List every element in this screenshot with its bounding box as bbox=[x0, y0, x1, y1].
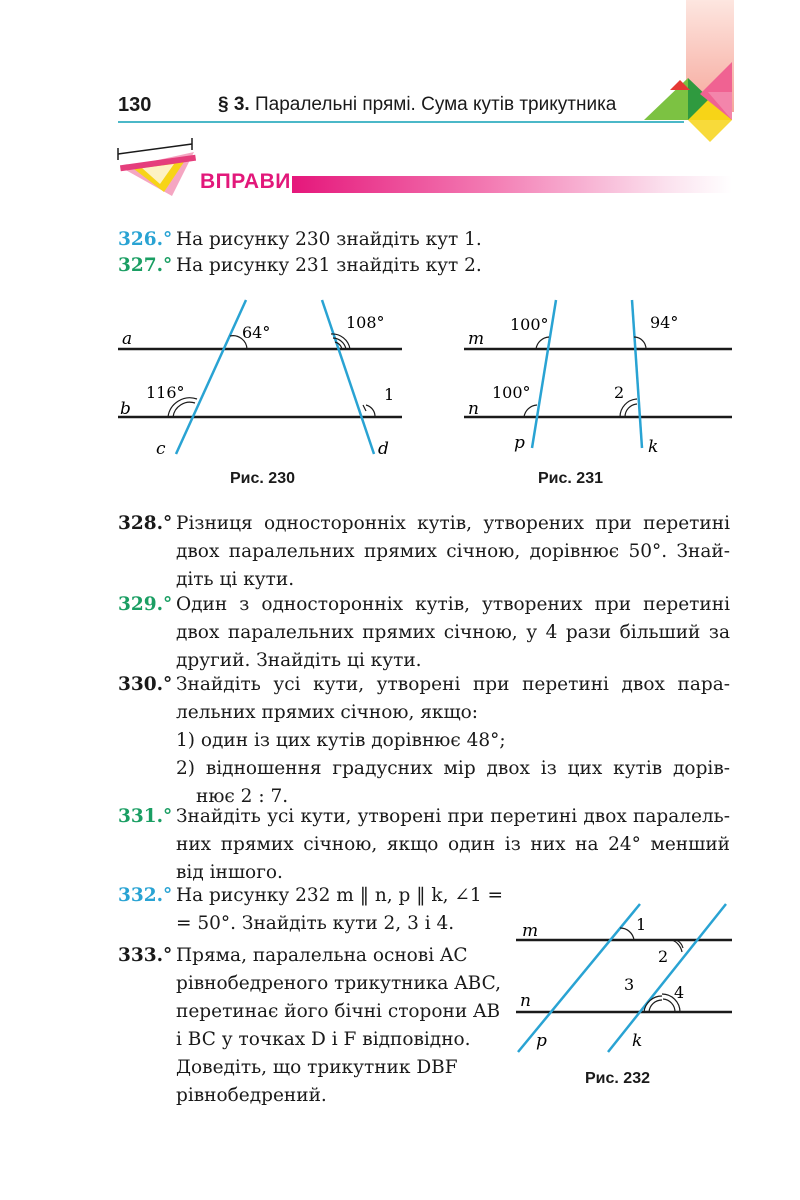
caption-232: Рис. 232 bbox=[585, 1070, 650, 1087]
tangram-logo bbox=[640, 58, 740, 142]
label-n: n bbox=[468, 399, 479, 419]
exercise-330 bbox=[118, 671, 730, 811]
exercise-number: 326.° bbox=[118, 229, 173, 250]
exercise-line: них прямих січною, якщо один із них на 24° менший bbox=[176, 834, 730, 855]
label-116: 116° bbox=[146, 383, 185, 402]
label-d: d bbox=[378, 439, 389, 459]
label-64: 64° bbox=[242, 323, 271, 342]
header-rule bbox=[118, 121, 684, 123]
exercise-327 bbox=[118, 252, 730, 280]
exercise-line: Пряма, паралельна основі AC bbox=[176, 945, 468, 966]
figure-231 bbox=[460, 292, 770, 462]
exercise-number: 329.° bbox=[118, 594, 173, 615]
label-n: n bbox=[520, 991, 531, 1011]
exercise-line: другий. Знайдіть ці кути. bbox=[176, 650, 422, 671]
exercise-number: 327.° bbox=[118, 255, 173, 276]
label-m: m bbox=[468, 329, 485, 349]
label-a: a bbox=[122, 329, 133, 349]
exercise-line: Різниця односторонніх кутів, утворених при перетині bbox=[176, 513, 730, 534]
label-angle-3: 3 bbox=[624, 975, 635, 994]
exercise-line: = 50°. Знайдіть кути 2, 3 і 4. bbox=[176, 913, 455, 934]
exercise-333 bbox=[118, 942, 501, 1110]
caption-231: Рис. 231 bbox=[538, 470, 603, 487]
exercise-number: 330.° bbox=[118, 674, 173, 695]
exercise-item: нює 2 : 7. bbox=[196, 786, 289, 807]
exercise-number: 332.° bbox=[118, 885, 173, 906]
label-angle-1: 1 bbox=[384, 385, 395, 404]
line-c bbox=[176, 300, 246, 454]
caption-230: Рис. 230 bbox=[230, 470, 295, 487]
exercise-line: перетинає його бічні сторони AB bbox=[176, 1001, 501, 1022]
exercise-line: рівнобедреного трикутника ABC, bbox=[176, 973, 501, 994]
ruler-triangle-icon bbox=[112, 138, 204, 200]
page-number: 130 bbox=[118, 94, 152, 116]
exercise-329 bbox=[118, 591, 730, 675]
label-p: p bbox=[536, 1031, 547, 1051]
exercise-item: 1) один із цих кутів дорівнює 48°; bbox=[176, 730, 506, 751]
exercise-text: На рисунку 230 знайдіть кут 1. bbox=[176, 229, 482, 250]
section-gradient-bar bbox=[292, 176, 732, 193]
label-angle-2: 2 bbox=[658, 947, 669, 966]
label-108: 108° bbox=[346, 313, 385, 332]
exercise-line: і BC у точках D і F відповідно. bbox=[176, 1029, 471, 1050]
exercise-line: двох паралельних прямих січною, у 4 рази більший за bbox=[176, 622, 730, 643]
exercise-line: На рисунку 232 m ‖ n, p ‖ k, ∠1 = bbox=[176, 885, 504, 906]
exercise-332 bbox=[118, 882, 504, 938]
label-m: m bbox=[522, 921, 539, 941]
label-angle-4: 4 bbox=[674, 983, 685, 1002]
label-100a: 100° bbox=[510, 315, 549, 334]
exercise-line: від іншого. bbox=[176, 862, 283, 883]
section-ref: § 3. bbox=[218, 94, 250, 115]
exercise-331 bbox=[118, 803, 730, 887]
exercise-line: діть ці кути. bbox=[176, 569, 295, 590]
exercise-line: Доведіть, що трикутник DBF bbox=[176, 1057, 458, 1078]
running-header bbox=[218, 94, 616, 116]
section-heading: ВПРАВИ bbox=[200, 170, 291, 193]
figure-230 bbox=[110, 292, 420, 462]
label-94: 94° bbox=[650, 313, 679, 332]
exercise-line: лельних прямих січною, якщо: bbox=[176, 702, 479, 723]
exercise-line: Знайдіть усі кути, утворені при перетині двох пара- bbox=[176, 674, 730, 695]
exercise-328 bbox=[118, 510, 730, 594]
label-k: k bbox=[648, 437, 659, 457]
exercise-item: 2) відношення градусних мір двох із цих кутів дорів- bbox=[176, 758, 730, 779]
section-title-header: Паралельні прямі. Сума кутів трикутника bbox=[254, 94, 617, 115]
label-c: c bbox=[156, 439, 166, 459]
exercise-number: 333.° bbox=[118, 945, 173, 966]
exercise-line: Знайдіть усі кути, утворені при перетині двох паралель- bbox=[176, 806, 730, 827]
exercise-text: На рисунку 231 знайдіть кут 2. bbox=[176, 255, 482, 276]
label-100b: 100° bbox=[492, 383, 531, 402]
exercise-326 bbox=[118, 226, 730, 254]
label-b: b bbox=[120, 399, 131, 419]
exercise-number: 328.° bbox=[118, 513, 173, 534]
exercise-line: двох паралельних прямих січною, дорівнює 50°. Знай- bbox=[176, 541, 730, 562]
label-angle-2: 2 bbox=[614, 383, 625, 402]
line-k bbox=[632, 300, 642, 448]
label-angle-1: 1 bbox=[636, 915, 647, 934]
label-p: p bbox=[514, 433, 525, 453]
exercise-line: Один з односторонніх кутів, утворених при перетині bbox=[176, 594, 730, 615]
figure-232 bbox=[512, 900, 752, 1060]
label-k: k bbox=[632, 1031, 643, 1051]
exercise-number: 331.° bbox=[118, 806, 173, 827]
exercise-line: рівнобедрений. bbox=[176, 1085, 327, 1106]
